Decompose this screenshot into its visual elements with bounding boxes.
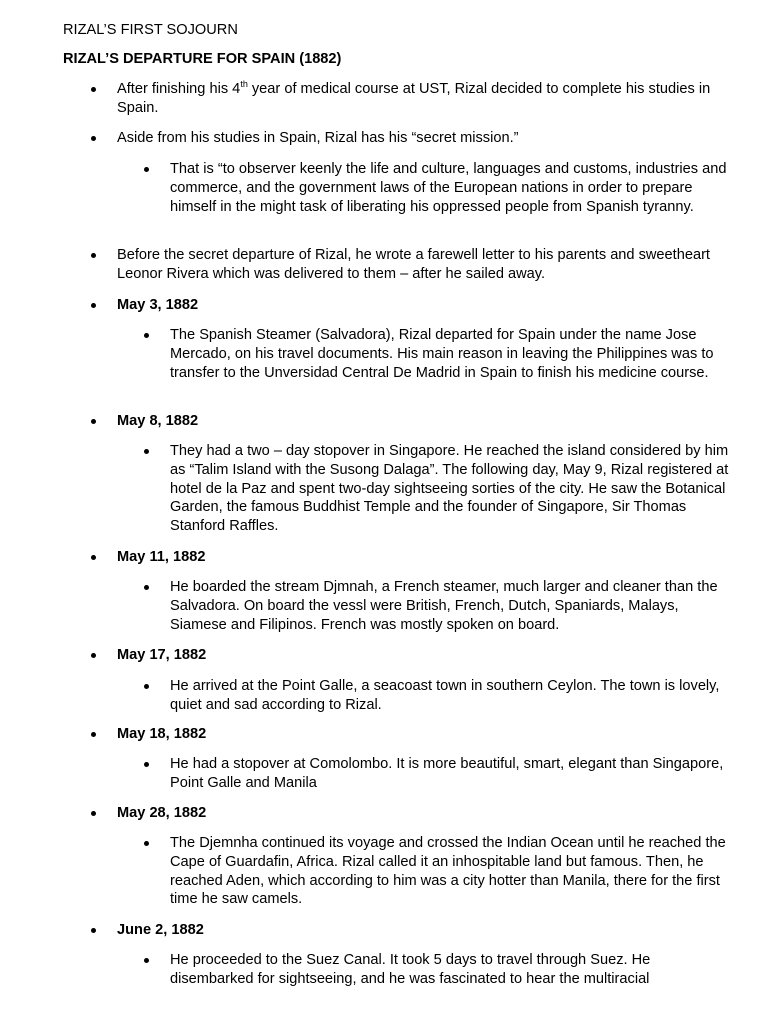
bullet-icon <box>144 762 149 767</box>
bullet-icon <box>91 732 96 737</box>
superscript: th <box>240 79 248 90</box>
event-detail-text: The Djemnha continued its voyage and crossed the Indian Ocean until he reached the Cape of Guardafin, Africa. Rizal called it an inhospitable land but famous. Then, he reached Aden, which according to him was a city hotter than Manila, there for the first time he saw camels. <box>170 835 726 908</box>
list-item <box>117 80 729 118</box>
event-detail <box>170 578 730 634</box>
bullet-icon <box>144 684 149 689</box>
event-date-text: May 11, 1882 <box>117 549 206 565</box>
event-detail-text: He boarded the stream Djmnah, a French steamer, much larger and cleaner than the Salvadora. On board the vessl were British, French, Dutch, Spaniards, Malays, Siamese and Filipinos. French was mostly spoken on board. <box>170 579 718 633</box>
event-date-text: May 28, 1882 <box>117 805 207 821</box>
bullet-icon <box>144 841 149 846</box>
event-detail-text: He proceeded to the Suez Canal. It took 5 days to travel through Suez. He disembarked for sightseeing, and he was fascinated to hear the multiracial <box>170 952 651 987</box>
bullet-icon <box>91 811 96 816</box>
bullet-icon <box>144 449 149 454</box>
event-detail-text: He had a stopover at Comolombo. It is more beautiful, smart, elegant than Singapore, Point Galle and Manila <box>170 756 724 791</box>
event-detail <box>170 677 730 715</box>
event-date-text: May 3, 1882 <box>117 297 199 313</box>
event-detail-text: The Spanish Steamer (Salvadora), Rizal departed for Spain under the name Jose Mercado, on his travel documents. His main reason in leaving the Philippines was to transfer to the Unversidad Central De Madrid in Spain to finish his medicine course. <box>170 327 714 381</box>
event-date-text: May 8, 1882 <box>117 413 199 429</box>
event-date <box>117 548 729 567</box>
paragraph-text: That is “to observer keenly the life and culture, languages and customs, industries and commerce, and the government laws of the European nations in order to prepare himself in the might task of liberating his oppressed people from Spanish tyranny. <box>170 161 727 215</box>
bullet-icon <box>91 136 96 141</box>
event-date <box>117 296 729 315</box>
paragraph-text: year of medical course at UST, Rizal decided to complete his studies in Spain. <box>117 81 711 116</box>
event-detail <box>170 755 730 793</box>
event-date-text: May 18, 1882 <box>117 726 207 742</box>
list-item <box>117 246 729 284</box>
list-item <box>117 129 729 148</box>
bullet-icon <box>144 585 149 590</box>
event-detail <box>170 326 730 382</box>
event-date <box>117 804 729 823</box>
bullet-icon <box>144 167 149 172</box>
event-date-text: June 2, 1882 <box>117 922 204 938</box>
bullet-icon <box>144 958 149 963</box>
event-detail-text: He arrived at the Point Galle, a seacoast town in southern Ceylon. The town is lovely, quiet and sad according to Rizal. <box>170 678 720 713</box>
event-detail-text: They had a two – day stopover in Singapore. He reached the island considered by him as “Talim Island with the Susong Dalaga”. The following day, May 9, Rizal registered at hotel de la Paz and spent two-day sightseeing sorties of the city. He saw the Botanical Garden, the famous Buddhist Temple and the founder of Singapore, Sir Thomas Stanford Raffles. <box>170 443 729 535</box>
event-detail <box>170 834 730 909</box>
event-date <box>117 412 729 431</box>
paragraph-text: Aside from his studies in Spain, Rizal has his “secret mission.” <box>117 130 519 146</box>
bullet-icon <box>91 253 96 258</box>
bullet-icon <box>91 419 96 424</box>
bullet-icon <box>91 653 96 658</box>
bullet-icon <box>91 87 96 92</box>
event-detail <box>170 951 730 989</box>
bullet-icon <box>91 928 96 933</box>
paragraph-text: After finishing his 4 <box>117 81 241 97</box>
sub-list-item <box>170 160 730 216</box>
bullet-icon <box>144 333 149 338</box>
section-title: RIZAL’S DEPARTURE FOR SPAIN (1882) <box>63 51 342 67</box>
bullet-icon <box>91 303 96 308</box>
event-date <box>117 725 729 744</box>
event-detail <box>170 442 730 536</box>
event-date <box>117 921 729 940</box>
document-title: RIZAL’S FIRST SOJOURN <box>63 22 238 38</box>
paragraph-text: Before the secret departure of Rizal, he wrote a farewell letter to his parents and sweetheart Leonor Rivera which was delivered to them – after he sailed away. <box>117 247 710 282</box>
bullet-icon <box>91 555 96 560</box>
event-date <box>117 646 729 665</box>
event-date-text: May 17, 1882 <box>117 647 207 663</box>
